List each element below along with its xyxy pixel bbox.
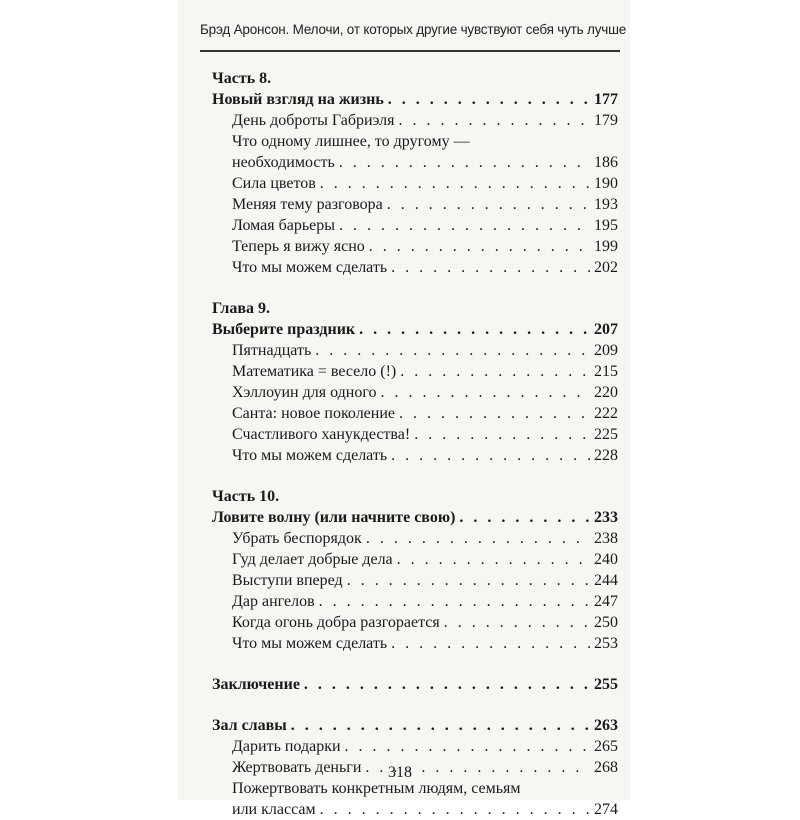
leader-dots — [347, 570, 590, 591]
leader-dots — [319, 591, 590, 612]
toc-entry — [212, 424, 618, 445]
entry-title: Новый взгляд на жизнь — [212, 91, 384, 108]
entry-title-line: Что одному лишнее, то другому — — [232, 133, 470, 150]
leader-dots — [388, 89, 590, 110]
toc-entry — [212, 549, 618, 570]
toc-entry — [212, 236, 618, 257]
entry-page: 263 — [594, 717, 618, 734]
entry-page: 190 — [594, 175, 618, 192]
entry-page: 195 — [594, 217, 618, 234]
entry-title: Сила цветов — [232, 175, 316, 192]
leader-dots — [339, 215, 590, 236]
toc-entry — [212, 528, 618, 549]
entry-title: Санта: новое поколение — [232, 405, 395, 422]
entry-title: Когда огонь добра разгорается — [232, 614, 440, 631]
entry-title: Убрать беспорядок — [232, 530, 362, 547]
toc-entry — [212, 257, 618, 278]
entry-title: Меняя тему разговора — [232, 196, 383, 213]
toc-entry — [212, 194, 618, 215]
entry-title: Счастливого ханукдества! — [232, 426, 411, 443]
entry-title: День доброты Габриэля — [232, 112, 395, 129]
entry-page: 255 — [594, 676, 618, 693]
leader-dots — [387, 194, 590, 215]
entry-page: 268 — [594, 759, 618, 776]
entry-page: 238 — [594, 530, 618, 547]
table-of-contents — [212, 68, 618, 820]
toc-entry — [212, 361, 618, 382]
entry-page: 244 — [594, 572, 618, 589]
entry-title: Заключение — [212, 676, 300, 693]
entry-page: 199 — [594, 238, 618, 255]
leader-dots — [400, 361, 590, 382]
entry-title: Гуд делает добрые дела — [232, 551, 393, 568]
leader-dots — [369, 236, 590, 257]
entry-title-line: Пожертвовать конкретным людям, семьям — [232, 780, 521, 797]
entry-title: Дарить подарки — [232, 738, 341, 755]
toc-main-entry — [212, 674, 618, 695]
toc-entry — [212, 173, 618, 194]
entry-page: 233 — [594, 509, 618, 526]
entry-title: Теперь я вижу ясно — [232, 238, 365, 255]
toc-entry — [212, 591, 618, 612]
section-label: Часть 8. — [212, 70, 272, 87]
leader-dots — [459, 507, 590, 528]
leader-dots — [398, 110, 590, 131]
leader-dots — [366, 528, 590, 549]
entry-page: 240 — [594, 551, 618, 568]
entry-title: Ломая барьеры — [232, 217, 336, 234]
toc-entry — [212, 570, 618, 591]
toc-entry — [212, 152, 618, 173]
entry-page: 186 — [594, 154, 618, 171]
leader-dots — [391, 257, 590, 278]
toc-entry — [212, 215, 618, 236]
entry-title: необходимость — [232, 154, 335, 171]
leader-dots — [359, 319, 590, 340]
entry-page: 274 — [594, 801, 618, 818]
entry-page: 253 — [594, 635, 618, 652]
leader-dots — [315, 340, 590, 361]
section-label: Глава 9. — [212, 300, 270, 317]
leader-dots — [381, 382, 590, 403]
leader-dots — [339, 152, 590, 173]
entry-page: 209 — [594, 342, 618, 359]
entry-page: 193 — [594, 196, 618, 213]
section-gap — [212, 466, 618, 486]
section-label: Часть 10. — [212, 488, 280, 505]
entry-page: 247 — [594, 593, 618, 610]
entry-title: Жертвовать деньги — [232, 759, 362, 776]
running-header: Брэд Аронсон. Мелочи, от которых другие чувствуют себя чуть лучше — [200, 22, 627, 37]
toc-main-entry — [212, 715, 618, 736]
leader-dots — [391, 633, 590, 654]
entry-title: Математика = весело (!) — [232, 363, 397, 380]
entry-page: 207 — [594, 321, 618, 338]
entry-page: 225 — [594, 426, 618, 443]
toc-entry — [212, 110, 618, 131]
toc-main-entry — [212, 507, 618, 528]
toc-main-entry — [212, 89, 618, 110]
leader-dots — [414, 424, 590, 445]
entry-title: Хэллоуин для одного — [232, 384, 377, 401]
entry-title: Что мы можем сделать — [232, 447, 388, 464]
toc-entry — [212, 799, 618, 820]
entry-title: Пятнадцать — [232, 342, 312, 359]
leader-dots — [345, 736, 590, 757]
entry-page: 220 — [594, 384, 618, 401]
toc-entry — [212, 340, 618, 361]
toc-entry — [212, 382, 618, 403]
leader-dots — [320, 799, 590, 820]
entry-title: Что мы можем сделать — [232, 635, 388, 652]
header-rule — [200, 50, 620, 52]
leader-dots — [391, 445, 590, 466]
leader-dots — [291, 715, 590, 736]
entry-page: 177 — [594, 91, 618, 108]
toc-entry — [212, 403, 618, 424]
entry-title: Выступи вперед — [232, 572, 343, 589]
section-gap — [212, 695, 618, 715]
leader-dots — [444, 612, 590, 633]
leader-dots — [399, 403, 590, 424]
entry-page: 265 — [594, 738, 618, 755]
toc-entry — [212, 633, 618, 654]
leader-dots — [397, 549, 590, 570]
leader-dots — [304, 674, 590, 695]
section-gap — [212, 654, 618, 674]
entry-page: 202 — [594, 259, 618, 276]
entry-title: Что мы можем сделать — [232, 259, 388, 276]
entry-title: Ловите волну (или начните свою) — [212, 509, 456, 526]
entry-page: 222 — [594, 405, 618, 422]
section-gap — [212, 278, 618, 298]
toc-entry — [212, 612, 618, 633]
entry-page: 250 — [594, 614, 618, 631]
entry-page: 228 — [594, 447, 618, 464]
toc-entry — [212, 445, 618, 466]
toc-entry — [212, 736, 618, 757]
leader-dots — [320, 173, 590, 194]
toc-main-entry — [212, 319, 618, 340]
entry-title: Зал славы — [212, 717, 287, 734]
page-number: 318 — [388, 764, 412, 781]
entry-title: Дар ангелов — [232, 593, 315, 610]
entry-title: Выберите праздник — [212, 321, 356, 338]
entry-page: 179 — [594, 112, 618, 129]
entry-title: или классам — [232, 801, 316, 818]
entry-page: 215 — [594, 363, 618, 380]
